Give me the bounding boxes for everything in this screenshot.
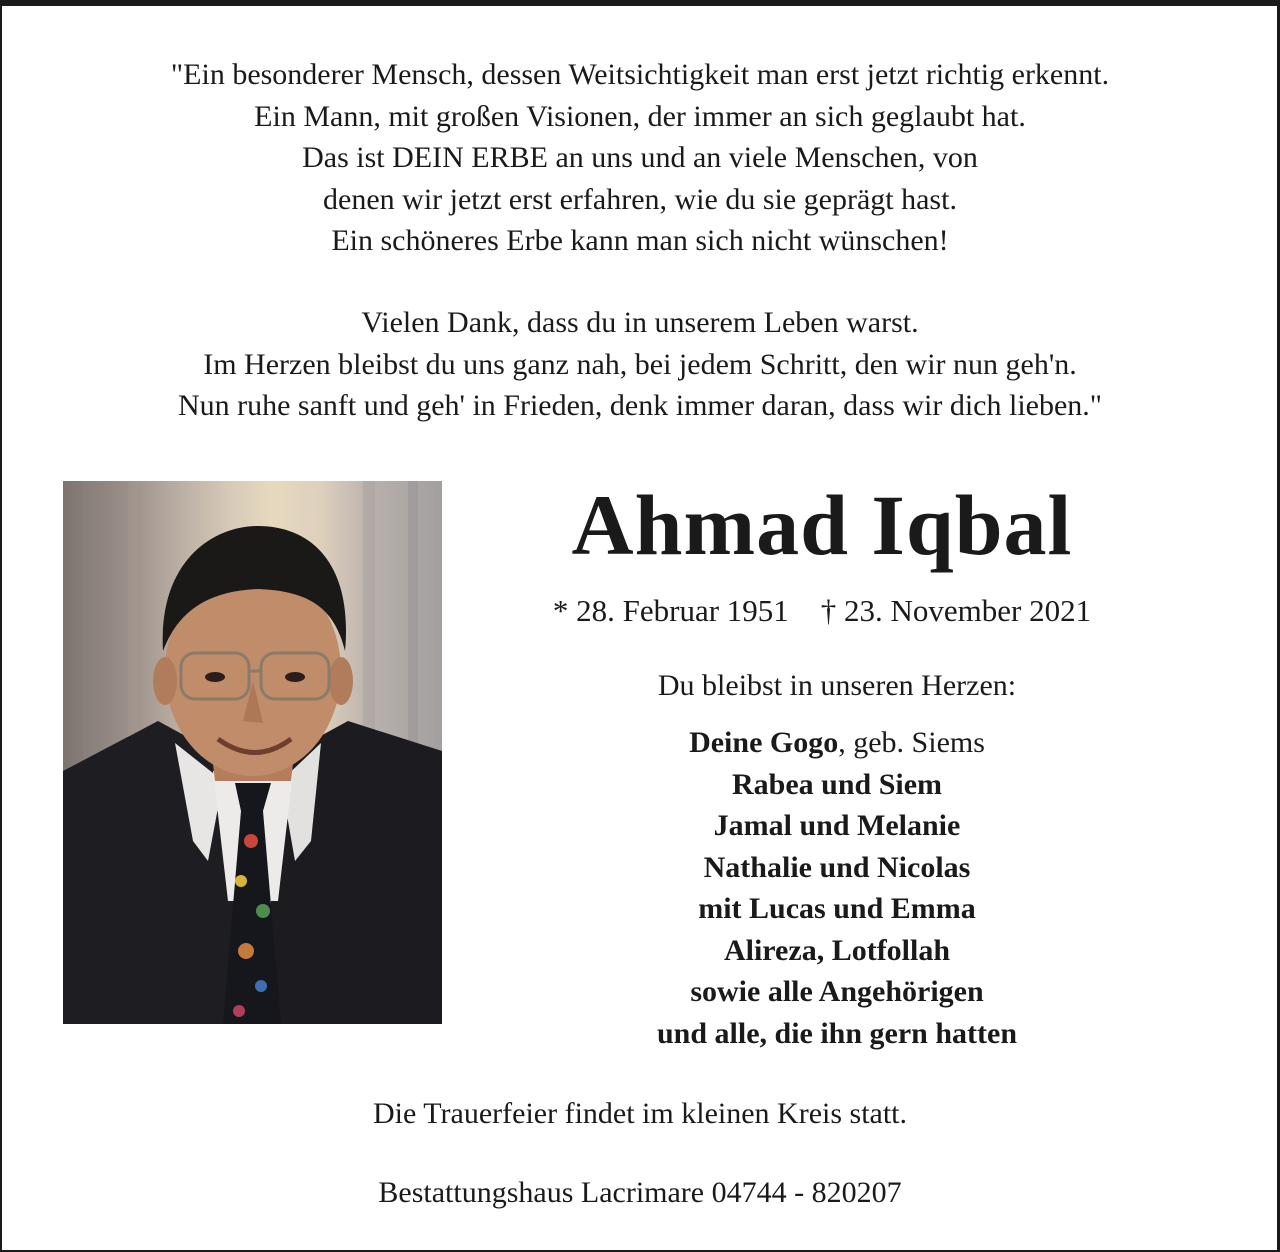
poem-line: "Ein besonderer Mensch, dessen Weitsichtigkeit man erst jetzt richtig erkennt. [170, 58, 1110, 91]
death-date: † 23. November 2021 [820, 593, 1092, 628]
poem-line: Vielen Dank, dass du in unserem Leben warst. [361, 306, 919, 339]
mourner-maiden-name: , geb. Siems [838, 726, 985, 759]
poem-line: Ein schöneres Erbe kann man sich nicht wünschen! [331, 224, 949, 257]
portrait-photo [63, 481, 442, 1024]
life-dates [442, 591, 1202, 631]
ceremony-note: Die Trauerfeier findet im kleinen Kreis statt. [372, 1097, 908, 1130]
mourner-line: Alireza, Lotfollah [723, 933, 951, 967]
poem-line: denen wir jetzt erst erfahren, wie du sie geprägt hast. [323, 182, 957, 216]
poem-line: Ein Mann, mit großen Visionen, der immer an sich geglaubt hat. [254, 99, 1026, 133]
birth-date: * 28. Februar 1951 [552, 593, 789, 628]
mourner-line: Nathalie und Nicolas [703, 850, 971, 884]
mourner-line: Jamal und Melanie [713, 809, 961, 842]
poem-line: Das ist DEIN ERBE an uns und an viele Menschen, von [302, 141, 978, 174]
poem-first-stanza [0, 54, 1280, 262]
deceased-name: Ahmad Iqbal [571, 477, 1073, 573]
mourner-line: und alle, die ihn gern hatten [656, 1016, 1018, 1050]
mourner-line: sowie alle Angehörigen [690, 975, 984, 1008]
mourner-name: Deine Gogo [689, 726, 839, 759]
poem-second-stanza [0, 302, 1280, 427]
mourner-line: mit Lucas und Emma [698, 892, 976, 925]
poem-line: Im Herzen bleibst du uns ganz nah, bei jedem Schritt, den wir nun geh'n. [203, 347, 1077, 381]
mourners-list [442, 722, 1232, 1054]
mourner-line [442, 722, 1232, 764]
mourner-line: Rabea und Siem [731, 767, 943, 801]
poem-line: Nun ruhe sanft und geh' in Frieden, denk immer daran, dass wir dich lieben." [177, 389, 1103, 422]
funeral-home-contact: Bestattungshaus Lacrimare 04744 - 820207 [378, 1176, 902, 1209]
remembrance-line: Du bleibst in unseren Herzen: [657, 669, 1017, 702]
